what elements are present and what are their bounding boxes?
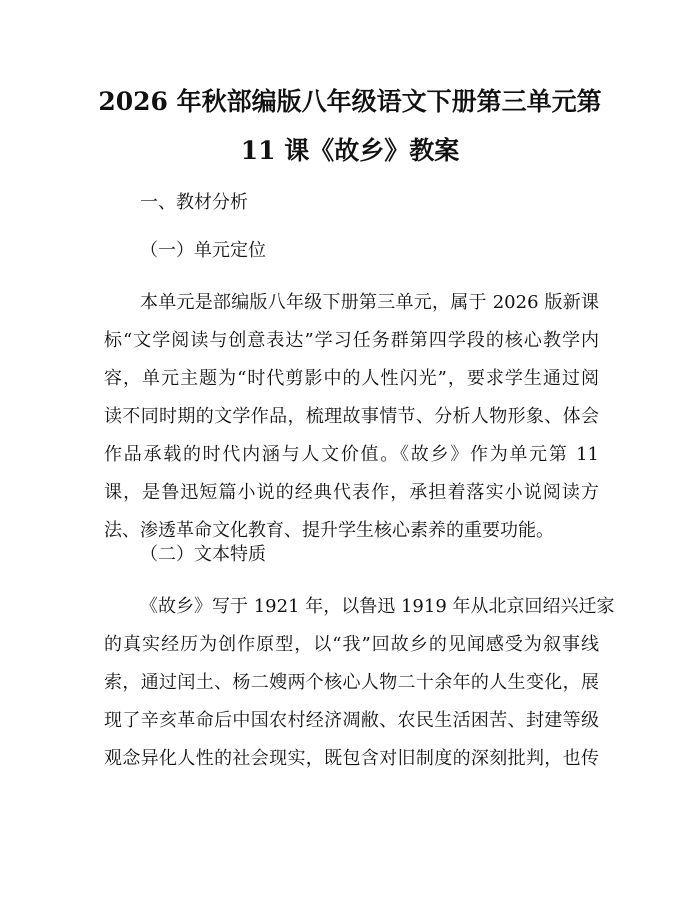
- paragraph-text-characteristics: [104, 588, 615, 778]
- paragraph-line: 作品承载的时代内涵与人文价值。《故乡》作为单元第 11: [104, 444, 599, 465]
- paragraph-line: 现了辛亥革命后中国农村经济凋敝、农民生活困苦、封建等级: [104, 710, 599, 731]
- paragraph-line: 观念异化人性的社会现实，既包含对旧制度的深刻批判，也传: [104, 748, 599, 769]
- paragraph-line: 标“文学阅读与创意表达”学习任务群第四学段的核心教学内: [104, 330, 599, 351]
- subsection-heading-text-characteristics: （二）文本特质: [140, 544, 266, 565]
- document-title-line-2: 11 课《故乡》教案: [240, 136, 460, 165]
- section-heading-textbook-analysis: 一、教材分析: [140, 192, 248, 213]
- paragraph-unit-positioning: [104, 284, 599, 550]
- subsection-heading-unit-positioning: （一）单元定位: [140, 240, 266, 261]
- paragraph-line: 《故乡》写于 1921 年，以鲁迅 1919 年从北京回绍兴迁家: [140, 596, 615, 617]
- paragraph-line: 课，是鲁迅短篇小说的经典代表作，承担着落实小说阅读方: [104, 482, 599, 503]
- paragraph-line: 法、渗透革命文化教育、提升学生核心素养的重要功能。: [104, 520, 554, 541]
- paragraph-line: 本单元是部编版八年级下册第三单元，属于 2026 版新课: [140, 292, 599, 313]
- paragraph-line: 读不同时期的文学作品，梳理故事情节、分析人物形象、体会: [104, 406, 599, 427]
- paragraph-line: 索，通过闰土、杨二嫂两个核心人物二十余年的人生变化，展: [104, 672, 599, 693]
- paragraph-line: 的真实经历为创作原型，以“我”回故乡的见闻感受为叙事线: [104, 634, 599, 655]
- paragraph-line: 容，单元主题为“时代剪影中的人性闪光”，要求学生通过阅: [104, 368, 599, 389]
- document-title-line-1: 2026 年秋部编版八年级语文下册第三单元第: [98, 87, 602, 116]
